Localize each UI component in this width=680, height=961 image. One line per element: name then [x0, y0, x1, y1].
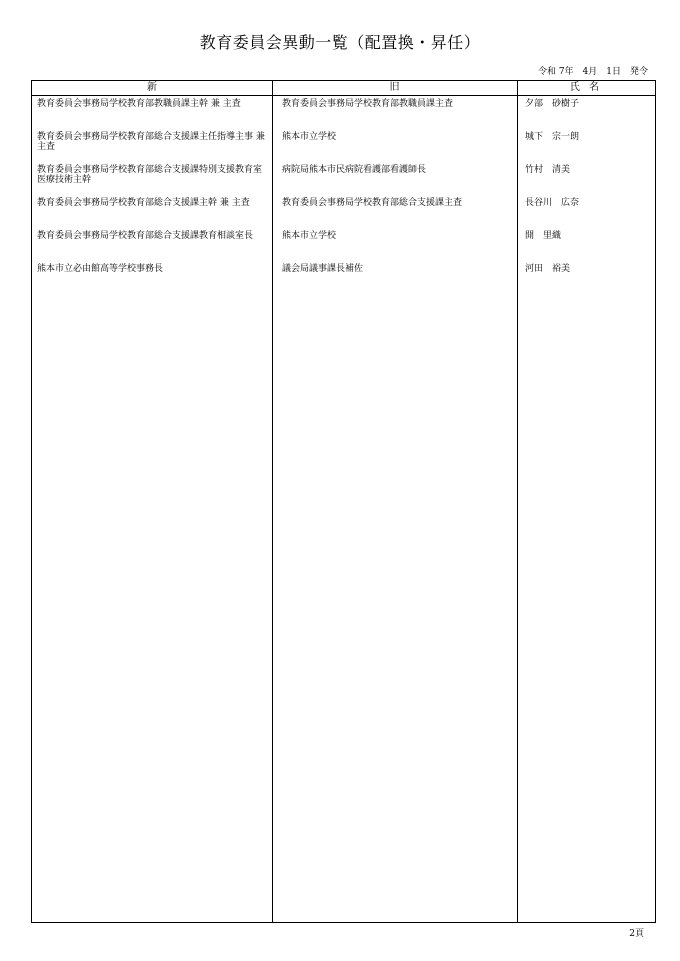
column-header-new: 新 — [147, 82, 157, 93]
column-header-old: 旧 — [389, 82, 400, 93]
cell-new-position: 熊本市立必由館高等学校事務長 — [37, 264, 164, 274]
page-title: 教育委員会異動一覧（配置換・昇任） — [199, 33, 481, 52]
cell-new-position: 教育委員会事務局学校教育部総合支援課教育相談室長 — [37, 231, 254, 241]
cell-old-position: 教育委員会事務局学校教育部教職員課主査 — [282, 99, 454, 109]
table-row — [32, 165, 655, 197]
cell-person-name: 竹村 清美 — [525, 165, 571, 175]
table-row — [32, 264, 655, 296]
cell-old-position: 熊本市立学校 — [282, 132, 337, 142]
table-row — [32, 231, 655, 263]
table-row — [32, 132, 655, 164]
transfer-table — [31, 80, 656, 923]
issue-date: 令和 7年 4月 1日 発令 — [537, 67, 648, 77]
cell-person-name: 河田 裕美 — [525, 264, 571, 274]
cell-person-name: 開 里織 — [525, 231, 562, 241]
cell-new-position: 教育委員会事務局学校教育部総合支援課主任指導主事 兼 主査 — [37, 132, 265, 152]
table-row — [32, 198, 655, 230]
cell-old-position: 病院局熊本市民病院看護部看護師長 — [282, 165, 427, 175]
cell-new-position: 教育委員会事務局学校教育部教職員課主幹 兼 主査 — [37, 99, 241, 109]
cell-person-name: 夕部 砂樹子 — [525, 99, 580, 109]
cell-person-name: 長谷川 広奈 — [525, 198, 580, 208]
cell-new-position: 教育委員会事務局学校教育部総合支援課主幹 兼 主査 — [37, 198, 250, 208]
cell-old-position: 議会局議事課長補佐 — [282, 264, 364, 274]
cell-person-name: 城下 宗一朗 — [525, 132, 580, 142]
cell-new-position: 教育委員会事務局学校教育部総合支援課特別支援教育室医療技術主幹 — [37, 165, 263, 185]
header-divider — [32, 95, 655, 96]
cell-old-position: 熊本市立学校 — [282, 231, 337, 241]
cell-old-position: 教育委員会事務局学校教育部総合支援課主査 — [282, 198, 463, 208]
page-number: 2頁 — [629, 929, 644, 939]
column-header-name: 氏 名 — [569, 82, 603, 93]
table-row — [32, 99, 655, 131]
